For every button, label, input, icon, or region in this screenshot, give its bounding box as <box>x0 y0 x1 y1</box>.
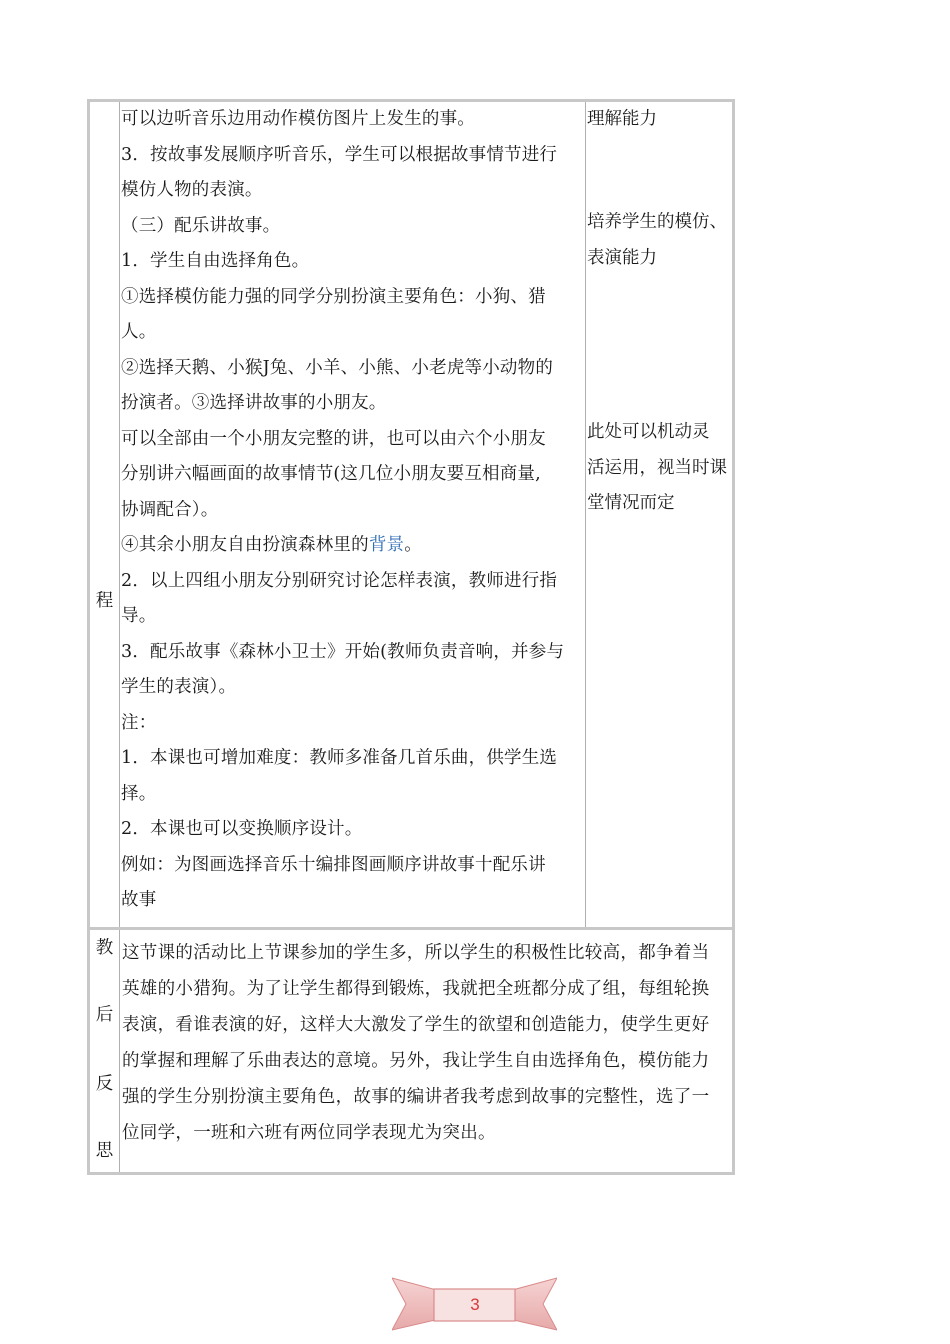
page-number: 3 <box>470 1295 480 1314</box>
content-line: 可以全部由一个小朋友完整的讲，也可以由六个小朋友 <box>121 428 546 449</box>
content-line: 例如：为图画选择音乐十编排图画顺序讲故事十配乐讲 <box>121 854 546 875</box>
content-line: 择。 <box>121 783 157 804</box>
content-line: 1．学生自由选择角色。 <box>121 251 310 271</box>
reflection-label-char: 反 <box>95 1074 114 1094</box>
content-line: 3．配乐故事《森林小卫士》开始(教师负责音响，并参与 <box>121 641 565 662</box>
reflection-label-char: 后 <box>95 1005 114 1025</box>
reflection-section <box>90 930 732 1172</box>
content-line: 3．按故事发展顺序听音乐，学生可以根据故事情节进行 <box>121 144 558 165</box>
lesson-table <box>87 99 735 1175</box>
reflection-label-char: 教 <box>95 938 114 958</box>
process-content <box>120 102 564 919</box>
note-line: 表演能力 <box>587 247 657 268</box>
note-block <box>587 205 727 276</box>
process-label-cell <box>90 102 120 927</box>
process-label: 程 <box>95 591 114 611</box>
content-line: 导。 <box>121 606 157 626</box>
note-line: 活运用，视当时课 <box>587 457 727 478</box>
content-line: 2．本课也可以变换顺序设计。 <box>121 819 363 839</box>
notes-cell <box>587 102 732 927</box>
content-line: 1．本课也可增加难度：教师多准备几首乐曲，供学生选 <box>121 748 558 768</box>
content-line-suffix: 。 <box>404 535 422 555</box>
content-line: 模仿人物的表演。 <box>121 180 263 200</box>
note-block <box>587 102 657 138</box>
note-line: 理解能力 <box>587 109 657 129</box>
content-line: ①选择模仿能力强的同学分别扮演主要角色：小狗、猎 <box>121 286 546 307</box>
note-line: 堂情况而定 <box>587 493 675 513</box>
reflection-line: 表演，看谁表演的好，这样大大激发了学生的欲望和创造能力，使学生更好 <box>122 1015 710 1035</box>
content-line: 扮演者。③选择讲故事的小朋友。 <box>121 393 387 413</box>
content-line: 注： <box>121 712 157 733</box>
reflection-content <box>120 935 709 1151</box>
background-link[interactable]: 背景 <box>368 535 405 555</box>
content-line: 故事 <box>121 890 157 910</box>
reflection-label-char: 思 <box>95 1141 114 1161</box>
content-line-text: ④其余小朋友自由扮演森林里的 <box>121 535 369 555</box>
note-line: 培养学生的模仿、 <box>587 212 727 232</box>
content-line: 学生的表演）。 <box>121 677 237 697</box>
content-line: 分别讲六幅画面的故事情节(这几位小朋友要互相商量, <box>121 464 541 484</box>
reflection-content-cell <box>120 930 732 1172</box>
reflection-line: 这节课的活动比上节课参加的学生多，所以学生的积极性比较高，都争着当 <box>122 943 710 963</box>
process-content-cell <box>120 102 586 927</box>
content-line: 人。 <box>121 322 157 342</box>
reflection-line: 强的学生分别扮演主要角色，故事的编讲者我考虑到故事的完整性，选了一 <box>122 1087 710 1107</box>
content-line: 2．以上四组小朋友分别研究讨论怎样表演，教师进行指 <box>121 570 558 591</box>
content-line: ②选择天鹅、小猴J兔、小羊、小熊、小老虎等小动物的 <box>121 357 554 378</box>
content-line-with-link <box>121 528 564 564</box>
note-line: 此处可以机动灵 <box>587 422 710 442</box>
note-block <box>587 415 727 522</box>
process-section <box>90 102 732 927</box>
reflection-label-cell <box>90 930 120 1172</box>
content-line: 可以边听音乐边用动作模仿图片上发生的事。 <box>121 109 475 129</box>
content-line: （三）配乐讲故事。 <box>121 215 281 236</box>
content-line: 协调配合）。 <box>121 499 219 520</box>
reflection-line: 位同学，一班和六班有两位同学表现尤为突出。 <box>122 1123 496 1143</box>
reflection-line: 的掌握和理解了乐曲表达的意境。另外，我让学生自由选择角色，模仿能力 <box>122 1051 710 1071</box>
reflection-line: 英雄的小猎狗。为了让学生都得到锻炼，我就把全班都分成了组，每组轮换 <box>122 979 710 999</box>
